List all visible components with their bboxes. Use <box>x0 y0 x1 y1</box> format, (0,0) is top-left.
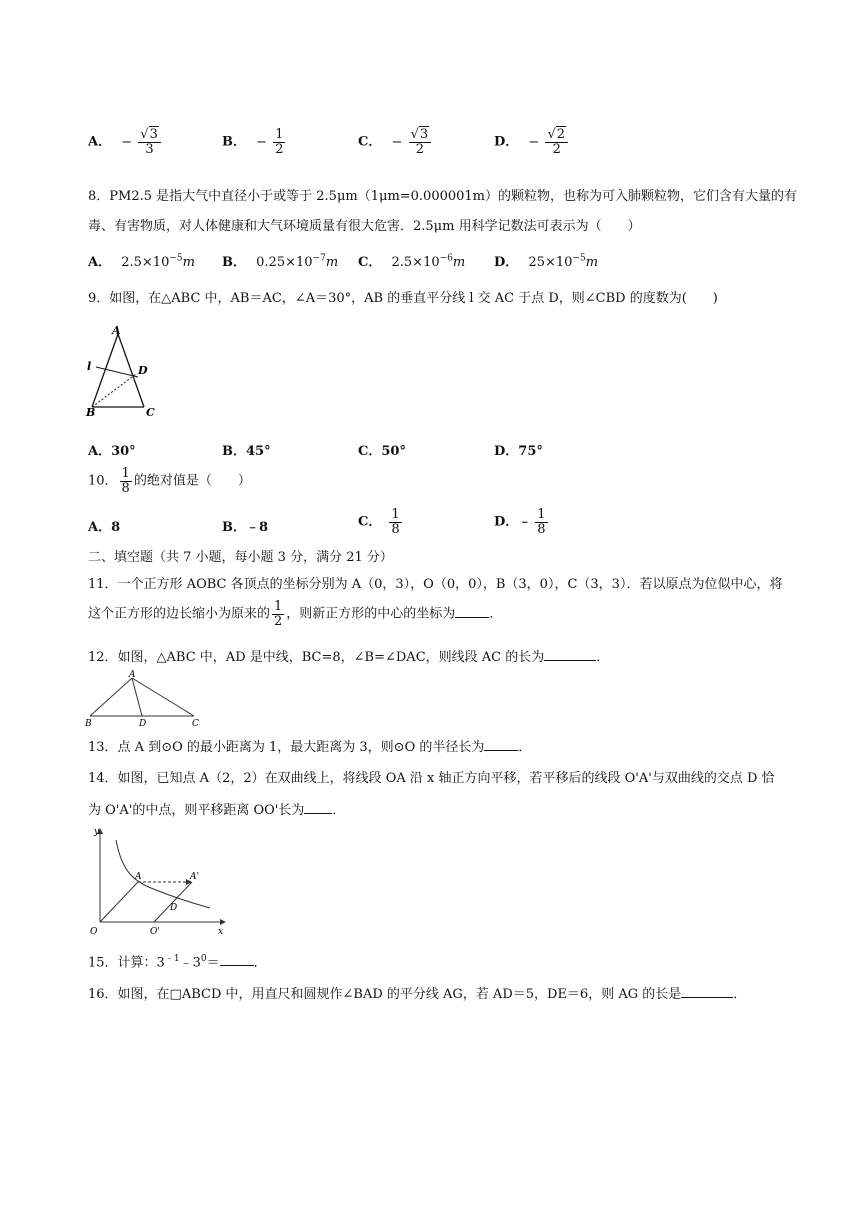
q11-line1: 11．一个正方形 AOBC 各顶点的坐标分别为 A（0，3），O（0，0），B（3，0），C（3，3）．若以原点为位似中心，将 <box>88 577 783 592</box>
label-o: O <box>90 927 98 937</box>
minus-sign: − <box>391 134 403 150</box>
text: 为 O'A'的中点，则平移距离 OO'长为 <box>88 803 305 818</box>
base: 2.5×10 <box>121 255 170 270</box>
q14-hyperbola-figure <box>86 822 228 937</box>
text: 15．计算：3 <box>88 955 165 971</box>
q12-triangle-figure <box>84 668 204 728</box>
numerator: 1 <box>537 507 546 522</box>
answer-blank[interactable] <box>484 738 518 751</box>
text: ﹣3 <box>179 955 201 971</box>
q7-option-a <box>88 128 163 156</box>
side-ac <box>132 678 194 716</box>
minus-sign: − <box>528 134 540 150</box>
denominator: 8 <box>537 521 546 537</box>
label-x: x <box>218 927 224 937</box>
text: ，则新正方形的中心的坐标为 <box>286 606 456 622</box>
fraction <box>120 467 132 495</box>
answer-blank[interactable] <box>455 605 489 618</box>
label-d: D <box>139 719 147 728</box>
unit: m <box>182 255 195 270</box>
period: ． <box>733 987 747 1002</box>
denominator: 8 <box>391 521 400 537</box>
q7-option-c <box>358 128 433 156</box>
fraction <box>389 508 401 536</box>
unit: m <box>585 255 599 270</box>
base: 25×10 <box>528 255 573 270</box>
fraction: $\frac{√3}{3}$ <box>138 128 161 156</box>
label-a: A <box>135 872 142 882</box>
option-label: B． <box>222 134 246 150</box>
section-heading: 二、填空题（共 7 小题，每小题 3 分，满分 21 分） <box>88 550 393 565</box>
base: 2.5×10 <box>391 255 440 270</box>
answer-blank[interactable] <box>220 953 254 966</box>
fraction: $\frac{√3}{2}$ <box>409 128 432 156</box>
label-a-prime: A' <box>190 872 199 882</box>
period: ． <box>518 740 532 755</box>
answer-blank[interactable] <box>304 801 332 814</box>
text: 13．点 A 到⊙O 的最小距离为 1，最大距离为 3，则⊙O 的半径长为 <box>88 740 485 755</box>
q8-line1: 8．PM2.5 是指大气中直径小于或等于 2.5μm（1μm=0.000001m）的颗粒物，也称为可入肺颗粒物，它们含有大量的有 <box>88 189 798 204</box>
q10-option-b: B．﹣8 <box>222 520 269 535</box>
q8-option-b <box>222 251 338 270</box>
q10-option-d <box>494 508 550 536</box>
label-l: l <box>87 360 92 373</box>
label-c: C <box>146 406 155 419</box>
q13-text <box>88 736 531 755</box>
q10-option-a: A．8 <box>88 520 121 535</box>
option-label: D．﹣ <box>494 514 532 530</box>
fraction <box>273 128 285 156</box>
base: 0.25×10 <box>256 255 313 270</box>
option-label: C． <box>358 134 382 150</box>
label-a: A <box>129 670 136 680</box>
q8-line2: 毒、有害物质，对人体健康和大气环境质量有很大危害．2.5μm 用科学记数法可表示为（ ） <box>88 219 641 234</box>
exponent: −5 <box>169 253 183 264</box>
fraction: $\frac{√2}{2}$ <box>545 128 568 156</box>
answer-blank[interactable] <box>681 985 733 998</box>
fraction <box>535 508 547 536</box>
q16-text <box>88 983 746 1002</box>
unit: m <box>325 255 339 270</box>
q9-option-b: B．45° <box>222 444 271 459</box>
q10-option-c <box>358 508 404 536</box>
side-ab <box>90 678 132 716</box>
text: 12．如图，△ABC 中，AD 是中线，BC=8，∠B=∠DAC，则线段 AC 的长为 <box>88 650 545 665</box>
minus-sign: − <box>121 134 133 150</box>
question-number: 10． <box>88 473 118 489</box>
option-label: A． <box>88 134 112 150</box>
text: 这个正方形的边长缩小为原来的 <box>88 606 271 622</box>
period: ． <box>489 606 503 622</box>
q14-line2 <box>88 799 345 818</box>
q9-text: 9．如图，在△ABC 中，AB＝AC，∠A＝30°，AB 的垂直平分线 l 交 AC 于点 D，则∠CBD 的度数为( ) <box>88 291 718 306</box>
q8-option-d <box>494 251 598 270</box>
text: ＝ <box>206 955 220 971</box>
label-d: D <box>138 364 148 377</box>
minus-sign: − <box>256 134 268 150</box>
label-y: y <box>94 827 100 837</box>
x-axis-arrow-icon <box>220 919 226 925</box>
q9-option-c: C．50° <box>358 444 406 459</box>
numerator: 1 <box>391 507 400 522</box>
radicand: 3 <box>419 127 429 142</box>
side-ab <box>92 334 118 407</box>
q10-text <box>88 467 251 495</box>
denominator: 2 <box>274 613 283 629</box>
q7-option-b <box>222 128 287 156</box>
label-d: D <box>170 903 178 913</box>
denominator: 3 <box>145 141 154 157</box>
period: ． <box>596 650 610 665</box>
segment-oa <box>100 882 138 922</box>
label-c: C <box>192 719 199 728</box>
exponent: 0 <box>200 954 207 964</box>
option-label: D． <box>494 134 519 150</box>
label-b: B <box>85 719 92 728</box>
q8-option-c <box>358 251 465 270</box>
fraction <box>272 600 284 628</box>
numerator: 1 <box>274 599 283 614</box>
q15-text <box>88 951 267 970</box>
q8-option-a <box>88 251 195 270</box>
period: ． <box>332 803 346 818</box>
q9-option-a: A．30° <box>88 444 136 459</box>
exponent: −5 <box>572 253 586 264</box>
denominator: 2 <box>275 141 284 157</box>
radicand: 2 <box>556 127 566 142</box>
radicand: 3 <box>149 127 158 142</box>
option-label: A． <box>88 255 112 270</box>
exponent: ﹣1 <box>164 954 180 964</box>
option-label: B． <box>222 255 246 270</box>
q12-text <box>88 646 609 665</box>
label-o-prime: O' <box>150 927 160 937</box>
denominator: 2 <box>552 141 561 157</box>
q9-triangle-figure <box>82 322 172 422</box>
q7-option-d <box>494 128 570 156</box>
numerator: 1 <box>275 127 284 142</box>
denominator: 2 <box>415 141 424 157</box>
period: ． <box>253 955 267 971</box>
exponent: −6 <box>439 253 453 264</box>
q14-line1: 14．如图，已知点 A（2，2）在双曲线上，将线段 OA 沿 x 轴正方向平移，若平移后的线段 O'A'与双曲线的交点 D 恰 <box>88 771 775 786</box>
answer-blank[interactable] <box>544 648 596 661</box>
segment-bd <box>92 374 136 407</box>
exponent: −7 <box>312 253 326 264</box>
q9-option-d: D．75° <box>494 444 543 459</box>
option-label: D． <box>494 255 519 270</box>
option-label: C． <box>358 255 382 270</box>
label-b: B <box>86 406 96 419</box>
question-suffix: 的绝对值是（ ） <box>133 473 251 489</box>
label-a: A <box>112 324 121 337</box>
unit: m <box>452 255 466 270</box>
q11-line2 <box>88 600 502 628</box>
denominator: 8 <box>121 480 130 496</box>
text: 16．如图，在□ABCD 中，用直尺和圆规作∠BAD 的平分线 AG，若 AD＝5，DE＝6，则 AG 的长是 <box>88 987 682 1002</box>
numerator: 1 <box>121 466 130 481</box>
option-label: C． <box>358 514 382 530</box>
segment-o2a2 <box>154 882 192 922</box>
